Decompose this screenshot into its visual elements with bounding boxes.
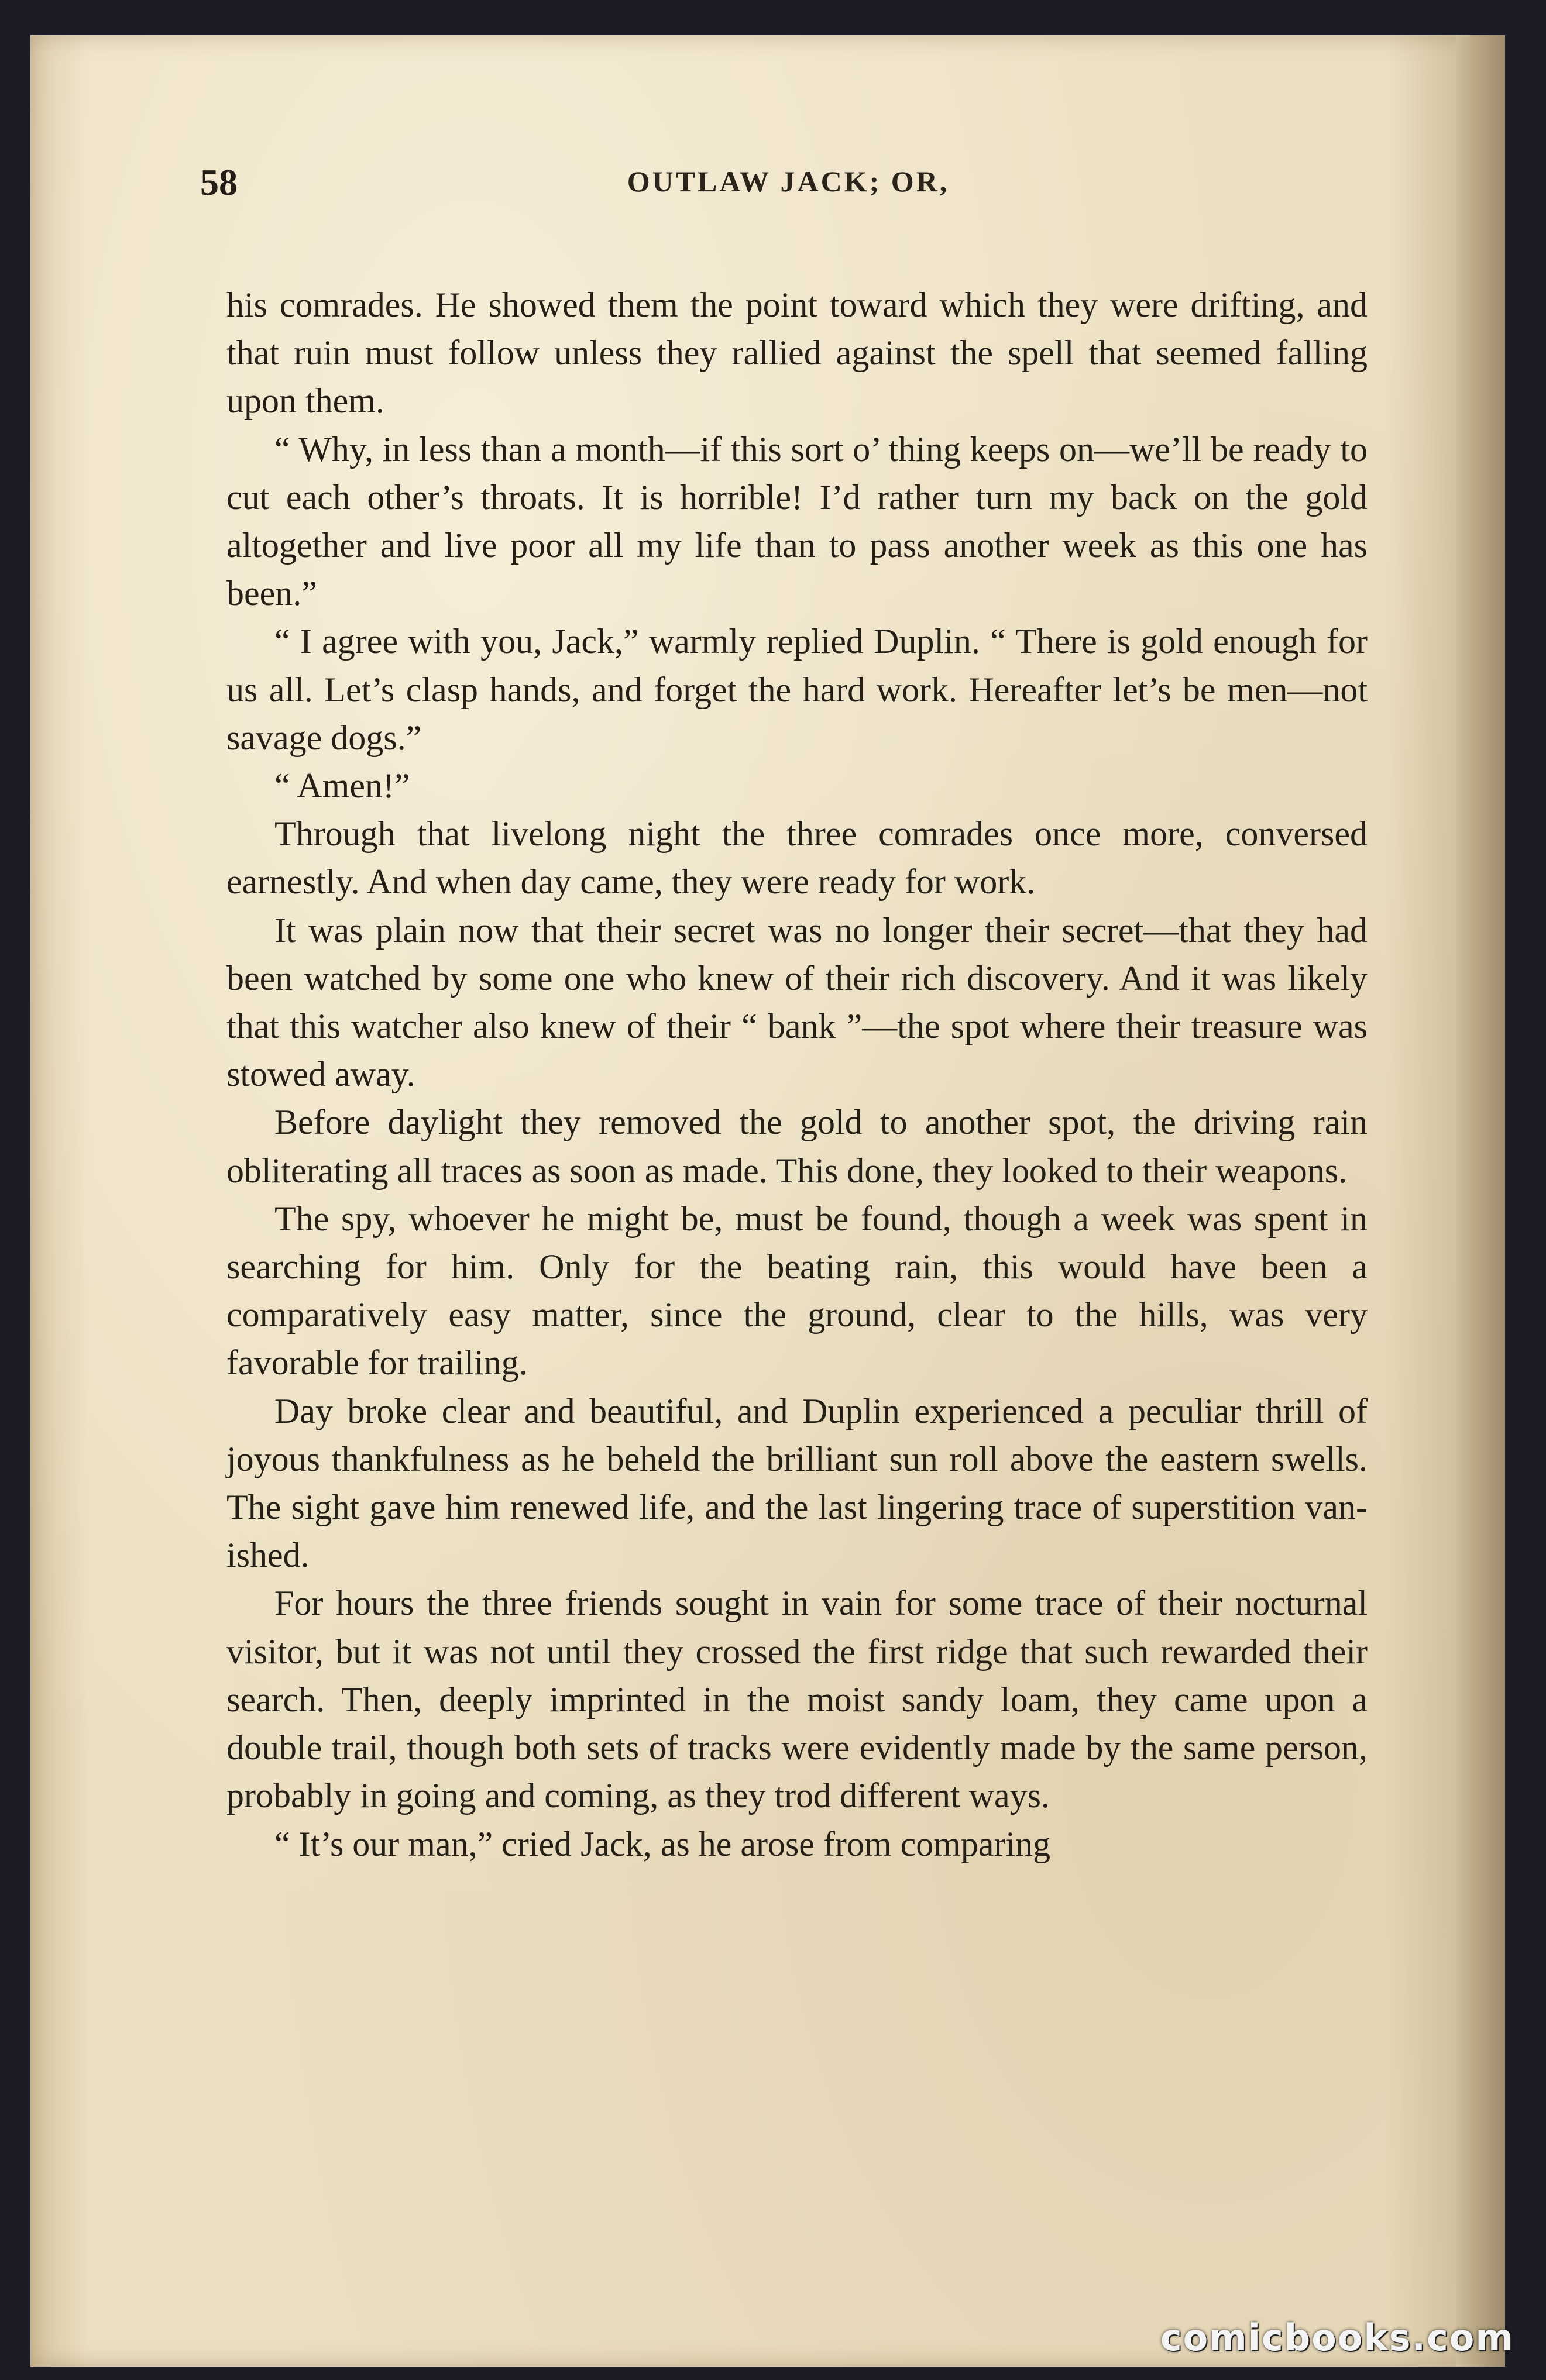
paragraph: Before daylight they removed the gold to another spot, the driving rain obliterating all traces as soon as made. This done, they looked to their weapons. — [226, 1103, 1368, 1190]
paragraph: his comrades. He showed them the point toward which they were drifting, and that ruin must follow unless they rallied against the spell that seemed falling upon them. — [226, 286, 1368, 421]
page-number: 58 — [200, 161, 238, 203]
book-spine-shadow — [1456, 35, 1505, 2367]
paragraph: “ I agree with you, Jack,” warmly replied Duplin. “ There is gold enough for us all. Let’s clasp hands, and forget the hard work. Hereafter let’s be men—not savage dogs.” — [226, 622, 1368, 757]
paragraph: “ It’s our man,” cried Jack, as he arose from comparing — [274, 1824, 1051, 1863]
book-page — [30, 35, 1505, 2367]
body-text — [226, 281, 1368, 1868]
paragraph: Through that livelong night the three comrades once more, conversed earnestly. And when day came, they were ready for work. — [226, 814, 1368, 902]
paragraph: For hours the three friends sought in vain for some trace of their nocturnal visitor, but it was not until they crossed the first ridge that such rewarded their search. Then, deeply imprinted in the moist sandy loam, they came upon a double trail, though both sets of tracks were evidently made by the same person, probably in going and coming, as they trod different ways. — [226, 1584, 1368, 1815]
running-title: OUTLAW JACK; OR, — [627, 165, 950, 198]
site-watermark: comicbooks.com — [1160, 2316, 1514, 2359]
paragraph: “ Why, in less than a month—if this sort o’ thing keeps on—we’ll be ready to cut each other’s throats. It is horrible! I’d rather turn my back on the gold altogether and live poor all my life than to pass another week as this one has been.” — [226, 429, 1368, 613]
paragraph: It was plain now that their secret was no longer their secret—that they had been watched by some one who knew of their rich discovery. And it was likely that this watcher also knew of their “ bank ”—the spot where their treasure was stowed away. — [226, 910, 1368, 1094]
paragraph: The spy, whoever he might be, must be found, though a week was spent in searching for him. Only for the beating rain, this would have been a comparatively easy matter, since the ground, clear to the hills, was very favorable for trailing. — [226, 1199, 1368, 1382]
page-header — [200, 161, 1376, 225]
paragraph: Day broke clear and beautiful, and Duplin experienced a peculiar thrill of joyous thankfulness as he beheld the brilliant sun roll above the eastern swells. The sight gave him renewed life, and the last lingering trace of superstition vanished. — [226, 1391, 1368, 1575]
paragraph: “ Amen!” — [274, 766, 410, 806]
